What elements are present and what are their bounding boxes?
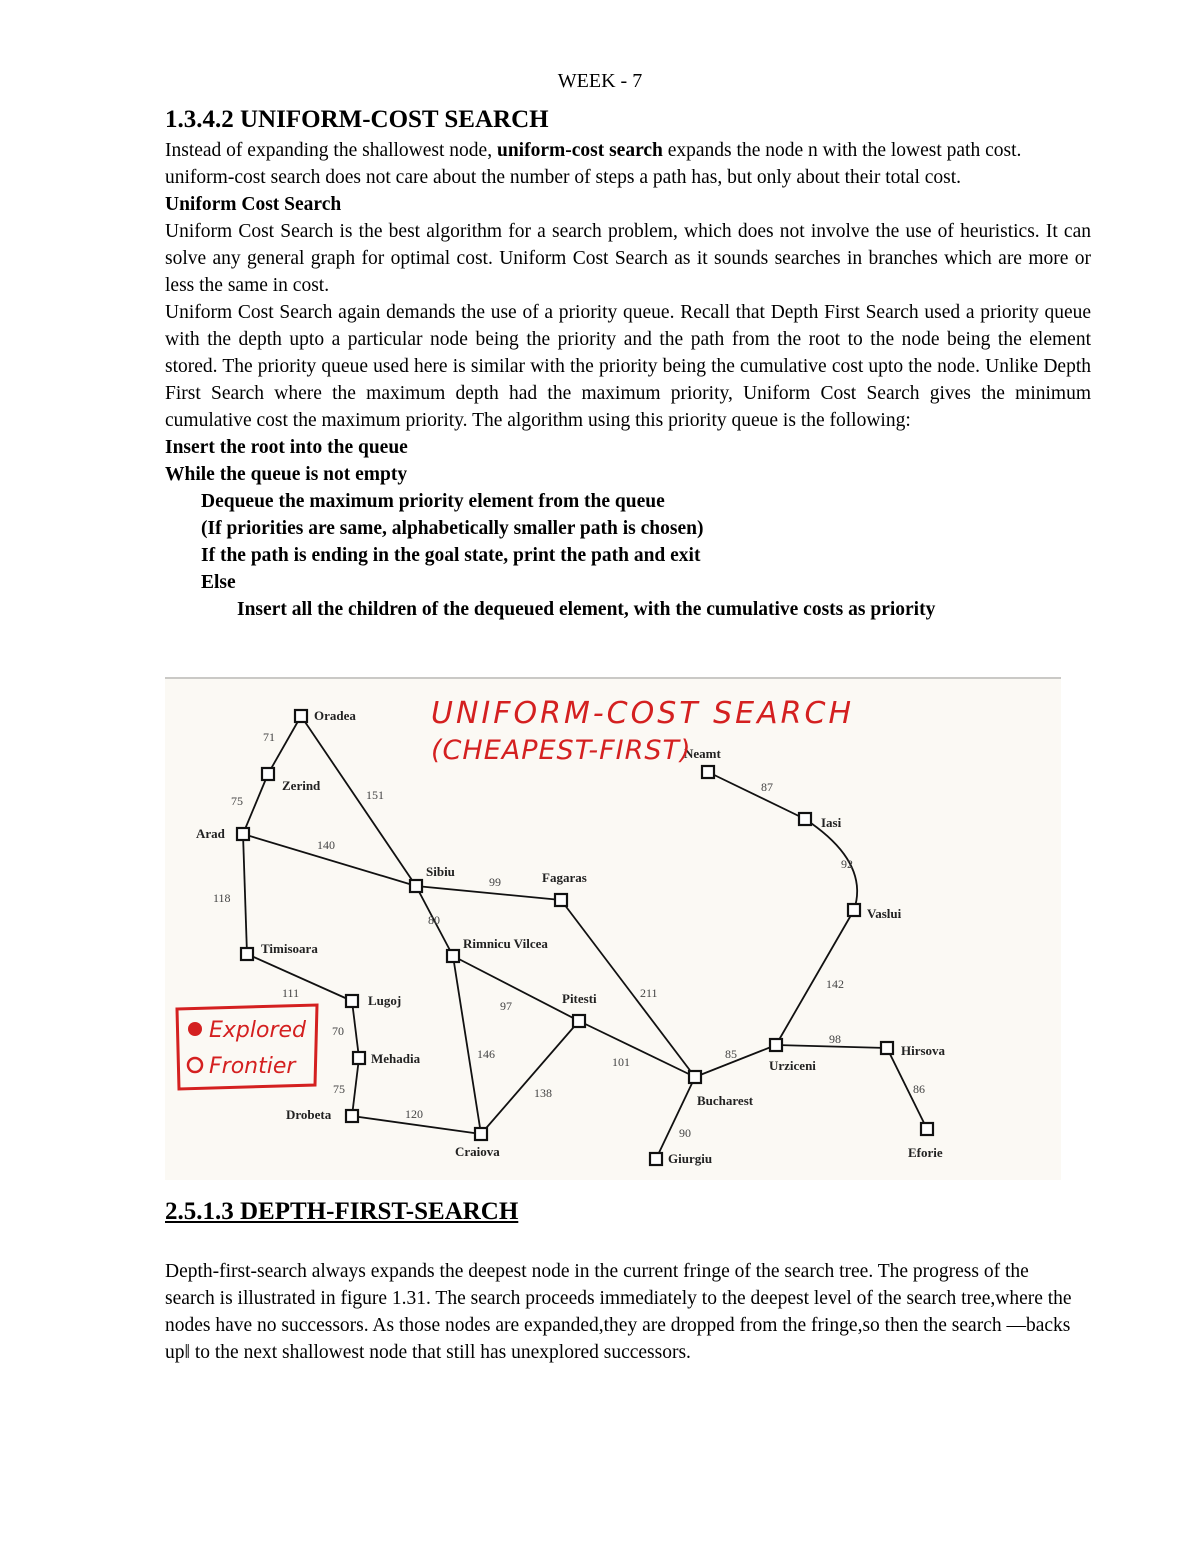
section-title-uniform-cost: 1.3.4.2 UNIFORM-COST SEARCH <box>165 106 549 133</box>
label-rimnicu: Rimnicu Vilcea <box>463 936 548 951</box>
cost-urziceni-vaslui: 142 <box>826 977 844 991</box>
intro-text-start: Instead of expanding the shallowest node, <box>165 140 497 161</box>
section1-body <box>165 137 1091 623</box>
node-neamt <box>702 766 714 778</box>
label-vaslui: Vaslui <box>867 906 902 921</box>
label-mehadia: Mehadia <box>371 1051 421 1066</box>
label-fagaras: Fagaras <box>542 870 587 885</box>
city-labels <box>196 708 946 1166</box>
node-arad <box>237 828 249 840</box>
node-zerind <box>262 768 274 780</box>
label-craiova: Craiova <box>455 1144 500 1159</box>
handwritten-title-line-2: (CHEAPEST-FIRST) <box>431 735 692 766</box>
page-header-week: WEEK - 7 <box>557 70 643 92</box>
label-neamt: Neamt <box>684 746 721 761</box>
cost-hirsova-eforie: 86 <box>913 1082 925 1096</box>
label-giurgiu: Giurgiu <box>668 1151 713 1166</box>
label-zerind: Zerind <box>282 778 321 793</box>
romania-map-svg <box>165 677 1061 1180</box>
node-hirsova <box>881 1042 893 1054</box>
node-sibiu <box>410 880 422 892</box>
node-bucharest <box>689 1071 701 1083</box>
explored-dot-icon <box>188 1022 202 1036</box>
node-rimnicu <box>447 950 459 962</box>
node-oradea <box>295 710 307 722</box>
label-eforie: Eforie <box>908 1145 943 1160</box>
legend-explored-label: Explored <box>209 1018 307 1043</box>
handwritten-title-line-1: UNIFORM-COST SEARCH <box>431 696 855 731</box>
node-craiova <box>475 1128 487 1140</box>
node-urziceni <box>770 1039 782 1051</box>
label-lugoj: Lugoj <box>368 993 402 1008</box>
node-mehadia <box>353 1052 365 1064</box>
label-bucharest: Bucharest <box>697 1093 754 1108</box>
road-network <box>243 716 927 1159</box>
algorithm-line-3: Dequeue the maximum priority element from the queue <box>201 491 665 512</box>
cost-oradea-zerind: 71 <box>263 730 275 744</box>
node-timisoara <box>241 948 253 960</box>
cost-urziceni-hirsova: 98 <box>829 1032 841 1046</box>
intro-paragraph <box>165 137 1091 191</box>
cost-bucharest-urziceni: 85 <box>725 1047 737 1061</box>
node-drobeta <box>346 1110 358 1122</box>
cost-pitesti-bucharest: 101 <box>612 1055 630 1069</box>
label-drobeta: Drobeta <box>286 1107 332 1122</box>
algorithm-line-2: While the queue is not empty <box>165 464 408 485</box>
label-arad: Arad <box>196 826 225 841</box>
dfs-paragraph: Depth-first-search always expands the deepest node in the current fringe of the search tree. The progress of the search is illustrated in figure 1.31. The search proceeds immediately to the deepest level of the search tree,where the nodes have no successors. As those nodes are expanded,they are dropped from the fringe,so then the search —backs up‖ to the next shallowest node that still has unexplored successors. <box>165 1261 1072 1363</box>
node-lugoj <box>346 995 358 1007</box>
section2-body <box>165 1258 1075 1366</box>
city-nodes <box>237 710 933 1165</box>
cost-timisoara-lugoj: 111 <box>282 986 300 1000</box>
node-fagaras <box>555 894 567 906</box>
cost-bucharest-giurgiu: 90 <box>679 1126 691 1140</box>
algorithm-line-4: (If priorities are same, alphabetically smaller path is chosen) <box>201 518 704 539</box>
legend-box <box>177 1005 317 1089</box>
legend-frontier-label: Frontier <box>209 1054 296 1079</box>
cost-iasi-neamt: 87 <box>761 780 773 794</box>
cost-drobeta-craiova: 120 <box>405 1107 423 1121</box>
label-iasi: Iasi <box>821 815 842 830</box>
node-giurgiu <box>650 1153 662 1165</box>
paragraph-2: Uniform Cost Search again demands the use of a priority queue. Recall that Depth First Search used a priority queue with the depth upto a particular node being the priority and the path from the root to the node being the element stored. The priority queue used here is similar with the priority being the cumulative cost upto the node. Unlike Depth First Search where the maximum depth had the maximum priority, Uniform Cost Search gives the minimum cumulative cost the maximum priority. The algorithm using this priority queue is the following: <box>165 302 1091 431</box>
node-vaslui <box>848 904 860 916</box>
algorithm-line-1: Insert the root into the queue <box>165 437 408 458</box>
section-title-depth-first: 2.5.1.3 DEPTH-FIRST-SEARCH <box>165 1198 519 1225</box>
paragraph-1: Uniform Cost Search is the best algorithm for a search problem, which does not involve the use of heuristics. It can solve any general graph for optimal cost. Uniform Cost Search as it sounds searches in branches which are more or less the same in cost. <box>165 221 1091 296</box>
label-timisoara: Timisoara <box>261 941 318 956</box>
cost-arad-timisoara: 118 <box>213 891 231 905</box>
cost-rimnicu-pitesti: 97 <box>500 999 512 1013</box>
label-hirsova: Hirsova <box>901 1043 946 1058</box>
algorithm-line-5: If the path is ending in the goal state, print the path and exit <box>201 545 701 566</box>
cost-sibiu-fagaras: 99 <box>489 875 501 889</box>
cost-vaslui-iasi: 92 <box>841 857 853 871</box>
intro-bold-term: uniform-cost search <box>496 140 663 161</box>
label-oradea: Oradea <box>314 708 356 723</box>
label-sibiu: Sibiu <box>426 864 455 879</box>
frontier-circle-icon <box>188 1058 202 1072</box>
cost-mehadia-drobeta: 75 <box>333 1082 345 1096</box>
cost-zerind-arad: 75 <box>231 794 243 808</box>
romania-map-figure <box>165 677 1061 1180</box>
cost-craiova-pitesti: 138 <box>534 1086 552 1100</box>
cost-fagaras-bucharest: 211 <box>640 986 658 1000</box>
subheading-uniform-cost: Uniform Cost Search <box>165 194 342 215</box>
node-eforie <box>921 1123 933 1135</box>
intro-text-end: expands the node n with the lowest path cost. uniform-cost search does not care about the number of steps a path has, but only about their total cost. <box>165 140 1022 188</box>
cost-lugoj-mehadia: 70 <box>332 1024 344 1038</box>
node-pitesti <box>573 1015 585 1027</box>
cost-sibiu-rimnicu: 80 <box>428 913 440 927</box>
algorithm-line-7: Insert all the children of the dequeued element, with the cumulative costs as priority <box>237 599 936 620</box>
cost-rimnicu-craiova: 146 <box>477 1047 495 1061</box>
label-urziceni: Urziceni <box>769 1058 816 1073</box>
cost-oradea-sibiu: 151 <box>366 788 384 802</box>
node-iasi <box>799 813 811 825</box>
cost-arad-sibiu: 140 <box>317 838 335 852</box>
label-pitesti: Pitesti <box>562 991 597 1006</box>
handwritten-title <box>431 696 854 766</box>
algorithm-line-6: Else <box>201 572 236 593</box>
